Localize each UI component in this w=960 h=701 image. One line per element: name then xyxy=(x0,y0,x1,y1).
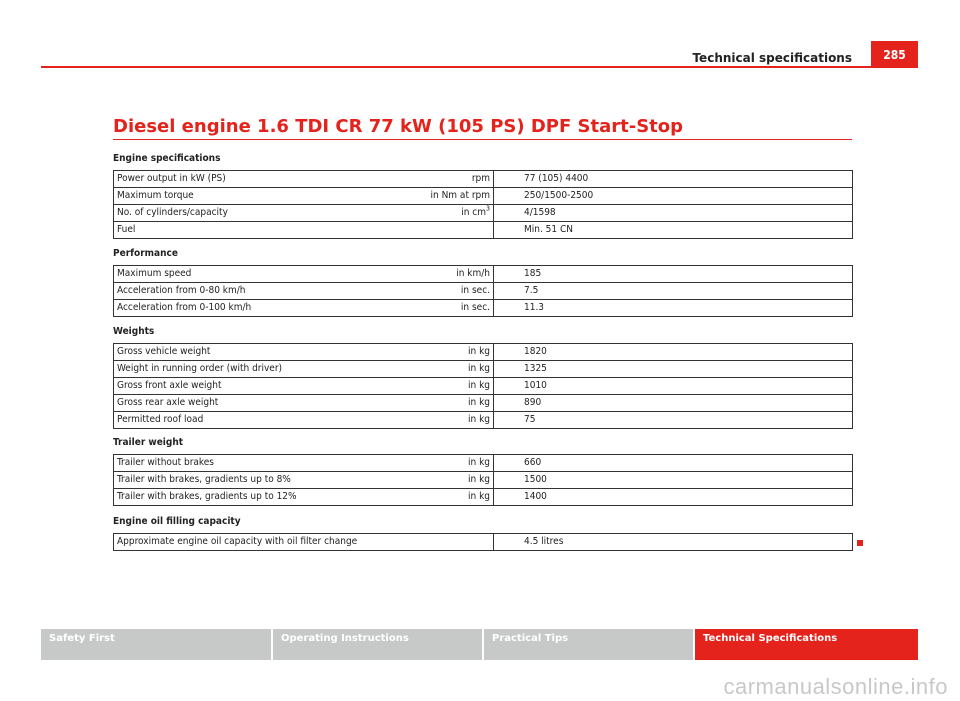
row-value: 75 xyxy=(494,412,853,429)
table-row xyxy=(114,344,853,361)
tab-technical-specifications[interactable]: Technical Specifications xyxy=(695,629,918,660)
section-title: Diesel engine 1.6 TDI CR 77 kW (105 PS) DPF Start-Stop xyxy=(113,116,684,137)
row-value: 11.3 xyxy=(494,300,853,317)
row-label: No. of cylinders/capacity xyxy=(114,205,384,222)
row-unit xyxy=(384,222,494,239)
row-label: Gross front axle weight xyxy=(114,378,384,395)
row-unit: in sec. xyxy=(384,300,494,317)
row-unit: in kg xyxy=(384,412,494,429)
row-value: 4/1598 xyxy=(494,205,853,222)
row-label: Gross rear axle weight xyxy=(114,395,384,412)
engine-oil-table xyxy=(113,533,853,551)
table-row xyxy=(114,266,853,283)
trailer-weight-table xyxy=(113,454,853,506)
row-value: 4.5 litres xyxy=(494,534,853,551)
table-row xyxy=(114,361,853,378)
row-label: Trailer with brakes, gradients up to 8% xyxy=(114,472,384,489)
weights-heading: Weights xyxy=(113,326,155,337)
row-label: Acceleration from 0-80 km/h xyxy=(114,283,384,300)
row-value: 7.5 xyxy=(494,283,853,300)
row-label: Approximate engine oil capacity with oil filter change xyxy=(114,534,494,551)
table-row xyxy=(114,395,853,412)
tab-practical-tips[interactable]: Practical Tips xyxy=(484,629,693,660)
table-row xyxy=(114,205,853,222)
table-row xyxy=(114,171,853,188)
table-row xyxy=(114,472,853,489)
table-row xyxy=(114,283,853,300)
row-value: 1500 xyxy=(494,472,853,489)
row-unit: in kg xyxy=(384,395,494,412)
row-value: 1400 xyxy=(494,489,853,506)
performance-table xyxy=(113,265,853,317)
row-value: 1010 xyxy=(494,378,853,395)
table-row xyxy=(114,300,853,317)
row-value: 185 xyxy=(494,266,853,283)
row-label: Fuel xyxy=(114,222,384,239)
row-value: 660 xyxy=(494,455,853,472)
weights-table xyxy=(113,343,853,429)
row-label: Weight in running order (with driver) xyxy=(114,361,384,378)
row-label: Gross vehicle weight xyxy=(114,344,384,361)
row-unit: in kg xyxy=(384,489,494,506)
engine-oil-heading: Engine oil filling capacity xyxy=(113,516,241,527)
row-unit: in kg xyxy=(384,472,494,489)
engine-specs-table xyxy=(113,170,853,239)
tab-safety-first[interactable]: Safety First xyxy=(41,629,271,660)
table-row xyxy=(114,222,853,239)
row-label: Trailer with brakes, gradients up to 12% xyxy=(114,489,384,506)
row-unit: in Nm at rpm xyxy=(384,188,494,205)
row-label: Acceleration from 0-100 km/h xyxy=(114,300,384,317)
table-row xyxy=(114,412,853,429)
running-header-title: Technical specifications xyxy=(692,51,852,65)
engine-specs-heading: Engine specifications xyxy=(113,153,221,164)
table-row xyxy=(114,455,853,472)
row-value: 1325 xyxy=(494,361,853,378)
row-unit: in kg xyxy=(384,455,494,472)
performance-heading: Performance xyxy=(113,248,178,259)
watermark: carmanualsonline.info xyxy=(723,674,948,699)
page-number: 285 xyxy=(871,41,918,68)
row-label: Permitted roof load xyxy=(114,412,384,429)
row-value: 250/1500-2500 xyxy=(494,188,853,205)
row-unit: in kg xyxy=(384,361,494,378)
row-label: Maximum torque xyxy=(114,188,384,205)
row-value: 890 xyxy=(494,395,853,412)
tab-operating-instructions[interactable]: Operating Instructions xyxy=(273,629,482,660)
footer-nav xyxy=(41,629,918,660)
section-title-rule xyxy=(113,139,852,140)
unit-superscript: 3 xyxy=(485,204,490,213)
table-row xyxy=(114,489,853,506)
trailer-weight-heading: Trailer weight xyxy=(113,437,184,448)
table-row xyxy=(114,188,853,205)
row-unit: rpm xyxy=(384,171,494,188)
row-label: Trailer without brakes xyxy=(114,455,384,472)
row-label: Power output in kW (PS) xyxy=(114,171,384,188)
row-unit: in kg xyxy=(384,344,494,361)
table-row xyxy=(114,378,853,395)
row-value: 1820 xyxy=(494,344,853,361)
table-row xyxy=(114,534,853,551)
row-value: 77 (105) 4400 xyxy=(494,171,853,188)
row-unit: in sec. xyxy=(384,283,494,300)
row-unit-cell xyxy=(384,205,494,222)
row-unit: in km/h xyxy=(384,266,494,283)
row-value: Min. 51 CN xyxy=(494,222,853,239)
row-unit: in kg xyxy=(384,378,494,395)
header-rule xyxy=(41,66,918,68)
section-end-marker xyxy=(857,540,863,546)
row-unit: in cm xyxy=(461,207,486,218)
row-label: Maximum speed xyxy=(114,266,384,283)
